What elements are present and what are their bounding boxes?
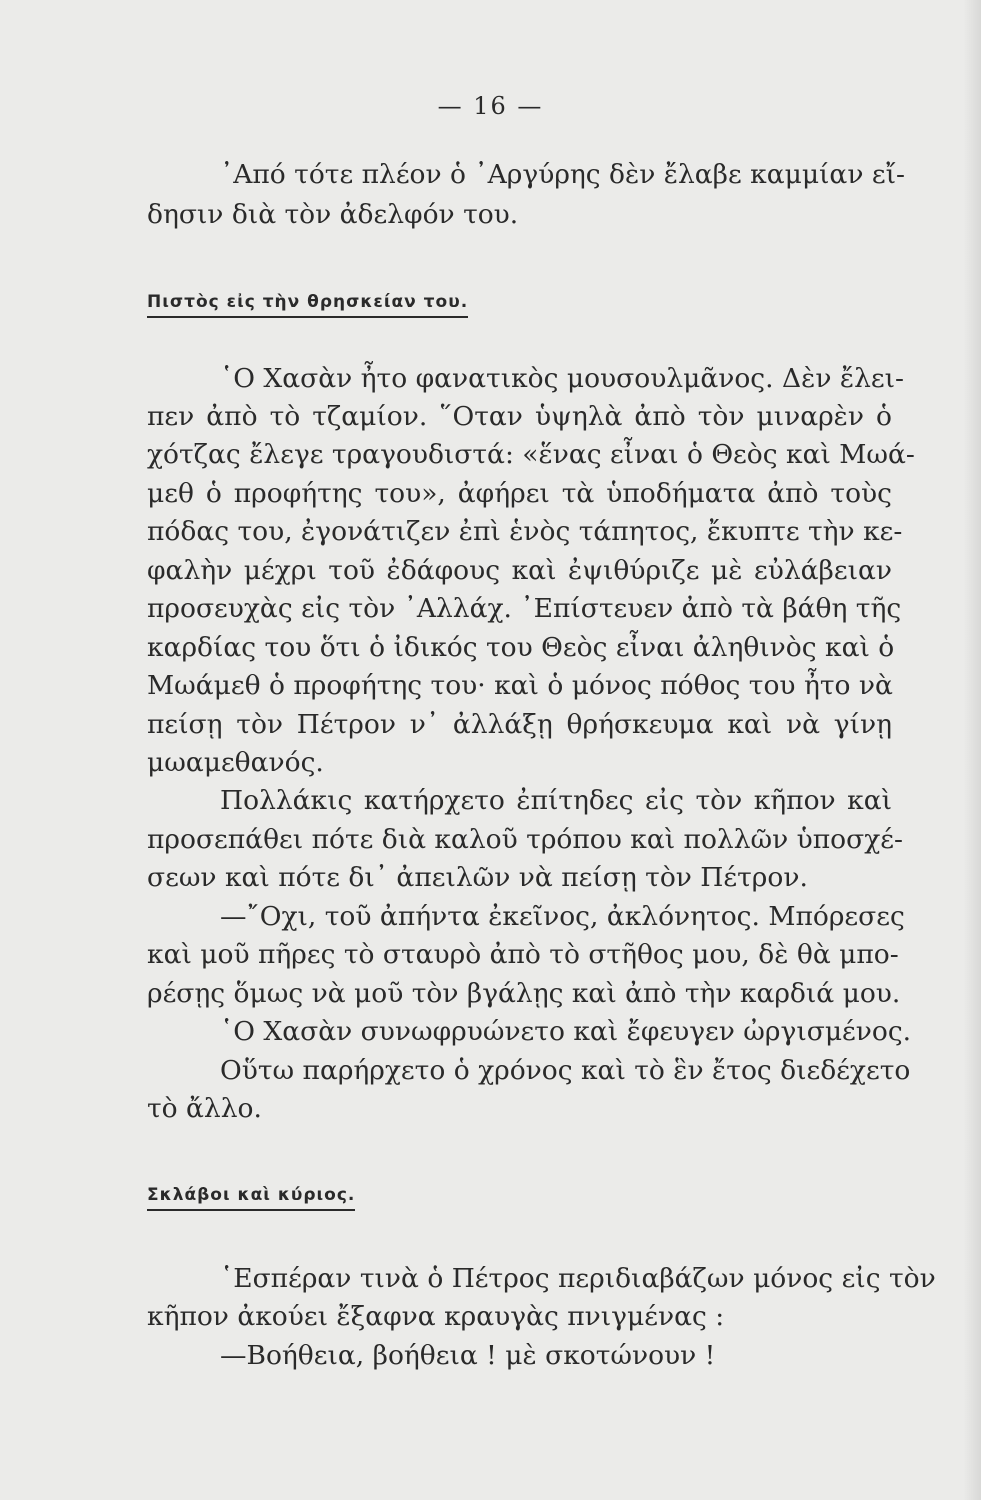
text-line: δησιν διὰ τὸν ἀδελφόν του. xyxy=(147,199,519,230)
text-line: ῾Ο Χασὰν συνωφρυώνετο καὶ ἔφευγεν ὠργισμένος. xyxy=(220,1016,912,1047)
text-line: Μωάμεθ ὁ προφήτης του· καὶ ὁ μόνος πόθος του ἦτο νὰ xyxy=(147,670,893,701)
text-line: Οὕτω παρήρχετο ὁ χρόνος καὶ τὸ ἓν ἔτος διεδέχετο xyxy=(220,1055,911,1086)
page-edge-shadow xyxy=(963,0,981,1500)
text-line: —Βοήθεια, βοήθεια ! μὲ σκοτώνουν ! xyxy=(220,1340,716,1371)
text-line: —῎Οχι, τοῦ ἀπήντα ἐκεῖνος, ἀκλόνητος. Μπόρεσες xyxy=(220,901,905,932)
text-line: ῾Ο Χασὰν ἦτο φανατικὸς μουσουλμᾶνος. Δὲν ἔλει- xyxy=(220,363,904,394)
text-line: καὶ μοῦ πῆρες τὸ σταυρὸ ἀπὸ τὸ στῆθος μου, δὲ θὰ μπο- xyxy=(147,939,899,970)
text-line: προσεπάθει πότε διὰ καλοῦ τρόπου καὶ πολλῶν ὑποσχέ- xyxy=(147,824,903,855)
text-line: καρδίας του ὅτι ὁ ἰδικός του Θεὸς εἶναι ἀληθινὸς καὶ ὁ xyxy=(147,632,895,663)
text-line: πείσῃ τὸν Πέτρον ν᾿ ἀλλάξῃ θρήσκευμα καὶ νὰ γίνῃ xyxy=(147,709,892,740)
text-line: φαλὴν μέχρι τοῦ ἐδάφους καὶ ἐψιθύριζε μὲ εὐλάβειαν xyxy=(147,555,892,586)
page-number: — 16 — xyxy=(437,92,544,120)
text-line: πόδας του, ἐγονάτιζεν ἐπὶ ἑνὸς τάπητος, ἔκυπτε τὴν κε- xyxy=(147,516,903,547)
text-line: σεων καὶ πότε δι᾿ ἀπειλῶν νὰ πείσῃ τὸν Πέτρον. xyxy=(147,862,808,893)
text-line: προσευχὰς εἰς τὸν ᾿Αλλάχ. ᾿Επίστευεν ἀπὸ τὰ βάθη τῆς xyxy=(147,593,902,624)
section-heading: Σκλάβοι καὶ κύριος. xyxy=(147,1185,355,1211)
text-line: Πολλάκις κατήρχετο ἐπίτηδες εἰς τὸν κῆπον καὶ xyxy=(220,785,892,816)
text-line: μωαμεθανός. xyxy=(147,747,324,778)
text-line: ῾Εσπέραν τινὰ ὁ Πέτρος περιδιαβάζων μόνος εἰς τὸν xyxy=(220,1263,936,1294)
text-line: κῆπον ἀκούει ἔξαφνα κραυγὰς πνιγμένας : xyxy=(147,1301,725,1332)
text-line: ᾿Από τότε πλέον ὁ ᾿Αργύρης δὲν ἔλαβε καμμίαν εἴ- xyxy=(220,159,905,190)
text-line: πεν ἀπὸ τὸ τζαμίον. ῞Οταν ὑψηλὰ ἀπὸ τὸν μιναρὲν ὁ xyxy=(147,401,892,432)
text-line: ρέσῃς ὅμως νὰ μοῦ τὸν βγάλῃς καὶ ἀπὸ τὴν καρδιά μου. xyxy=(147,978,901,1009)
text-line: τὸ ἄλλο. xyxy=(147,1093,262,1124)
section-heading: Πιστὸς εἰς τὴν θρησκείαν του. xyxy=(147,292,468,318)
text-line: μεθ ὁ προφήτης του», ἀφήρει τὰ ὑποδήματα ἀπὸ τοὺς xyxy=(147,478,892,509)
text-line: χότζας ἔλεγε τραγουδιστά: «ἕνας εἶναι ὁ Θεὸς καὶ Μωά- xyxy=(147,439,915,470)
